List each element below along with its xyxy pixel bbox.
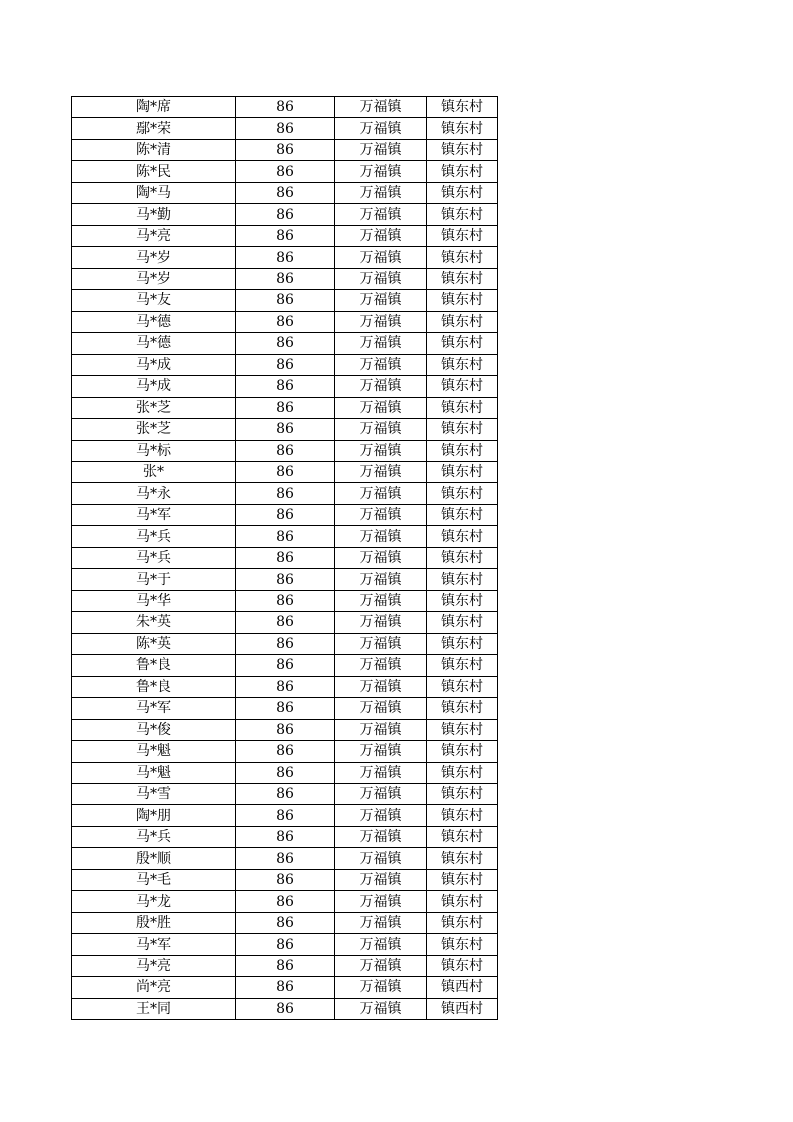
name-cell: 鲁*良 <box>72 676 236 697</box>
village-cell: 镇东村 <box>427 934 498 955</box>
town-cell: 万福镇 <box>335 955 427 976</box>
score-cell: 86 <box>236 419 335 440</box>
town-cell: 万福镇 <box>335 848 427 869</box>
village-cell: 镇东村 <box>427 268 498 289</box>
town-cell: 万福镇 <box>335 182 427 203</box>
village-cell: 镇东村 <box>427 397 498 418</box>
score-cell: 86 <box>236 290 335 311</box>
town-cell: 万福镇 <box>335 97 427 118</box>
table-row <box>72 440 498 461</box>
town-cell: 万福镇 <box>335 891 427 912</box>
table-row <box>72 354 498 375</box>
name-cell: 张*芝 <box>72 419 236 440</box>
name-cell: 马*德 <box>72 333 236 354</box>
table-row <box>72 504 498 525</box>
town-cell: 万福镇 <box>335 977 427 998</box>
name-cell: 马*华 <box>72 590 236 611</box>
village-cell: 镇东村 <box>427 376 498 397</box>
village-cell: 镇东村 <box>427 483 498 504</box>
score-cell: 86 <box>236 268 335 289</box>
table-row <box>72 483 498 504</box>
table-row <box>72 461 498 482</box>
town-cell: 万福镇 <box>335 376 427 397</box>
table-row <box>72 118 498 139</box>
name-cell: 殷*胜 <box>72 912 236 933</box>
table-row <box>72 848 498 869</box>
name-cell: 马*标 <box>72 440 236 461</box>
table-row <box>72 977 498 998</box>
town-cell: 万福镇 <box>335 676 427 697</box>
name-cell: 马*毛 <box>72 869 236 890</box>
town-cell: 万福镇 <box>335 354 427 375</box>
town-cell: 万福镇 <box>335 569 427 590</box>
table-row <box>72 912 498 933</box>
score-cell: 86 <box>236 612 335 633</box>
village-cell: 镇东村 <box>427 762 498 783</box>
table-row <box>72 333 498 354</box>
table-row <box>72 290 498 311</box>
town-cell: 万福镇 <box>335 397 427 418</box>
score-cell: 86 <box>236 955 335 976</box>
table-row <box>72 805 498 826</box>
town-cell: 万福镇 <box>335 419 427 440</box>
score-cell: 86 <box>236 247 335 268</box>
table-row <box>72 182 498 203</box>
table-row <box>72 998 498 1019</box>
town-cell: 万福镇 <box>335 268 427 289</box>
table-row <box>72 869 498 890</box>
score-cell: 86 <box>236 440 335 461</box>
table-row <box>72 612 498 633</box>
town-cell: 万福镇 <box>335 483 427 504</box>
town-cell: 万福镇 <box>335 784 427 805</box>
village-cell: 镇东村 <box>427 311 498 332</box>
village-cell: 镇东村 <box>427 655 498 676</box>
town-cell: 万福镇 <box>335 612 427 633</box>
town-cell: 万福镇 <box>335 204 427 225</box>
score-cell: 86 <box>236 397 335 418</box>
village-cell: 镇东村 <box>427 97 498 118</box>
name-cell: 马*魁 <box>72 741 236 762</box>
name-cell: 马*成 <box>72 354 236 375</box>
village-cell: 镇东村 <box>427 290 498 311</box>
table-row <box>72 891 498 912</box>
table-row <box>72 311 498 332</box>
name-cell: 马*雪 <box>72 784 236 805</box>
table-row <box>72 376 498 397</box>
table-row <box>72 633 498 654</box>
village-cell: 镇东村 <box>427 784 498 805</box>
village-cell: 镇东村 <box>427 741 498 762</box>
town-cell: 万福镇 <box>335 869 427 890</box>
score-cell: 86 <box>236 461 335 482</box>
town-cell: 万福镇 <box>335 139 427 160</box>
town-cell: 万福镇 <box>335 998 427 1019</box>
town-cell: 万福镇 <box>335 547 427 568</box>
table-row <box>72 826 498 847</box>
table-body <box>72 97 498 1020</box>
name-cell: 张* <box>72 461 236 482</box>
score-cell: 86 <box>236 762 335 783</box>
name-cell: 马*于 <box>72 569 236 590</box>
name-cell: 尚*亮 <box>72 977 236 998</box>
village-cell: 镇东村 <box>427 547 498 568</box>
name-cell: 马*龙 <box>72 891 236 912</box>
name-cell: 鲁*良 <box>72 655 236 676</box>
town-cell: 万福镇 <box>335 934 427 955</box>
town-cell: 万福镇 <box>335 826 427 847</box>
table-row <box>72 955 498 976</box>
name-cell: 王*同 <box>72 998 236 1019</box>
village-cell: 镇东村 <box>427 204 498 225</box>
name-cell: 马*亮 <box>72 955 236 976</box>
town-cell: 万福镇 <box>335 655 427 676</box>
table-row <box>72 655 498 676</box>
name-cell: 马*岁 <box>72 268 236 289</box>
village-cell: 镇东村 <box>427 526 498 547</box>
table-row <box>72 204 498 225</box>
score-cell: 86 <box>236 998 335 1019</box>
score-cell: 86 <box>236 376 335 397</box>
name-cell: 马*勤 <box>72 204 236 225</box>
table-row <box>72 569 498 590</box>
name-cell: 马*兵 <box>72 547 236 568</box>
name-cell: 马*亮 <box>72 225 236 246</box>
name-cell: 马*军 <box>72 934 236 955</box>
village-cell: 镇东村 <box>427 805 498 826</box>
score-cell: 86 <box>236 182 335 203</box>
name-cell: 陶*朋 <box>72 805 236 826</box>
table-row <box>72 397 498 418</box>
town-cell: 万福镇 <box>335 805 427 826</box>
village-cell: 镇东村 <box>427 225 498 246</box>
table-row <box>72 526 498 547</box>
name-cell: 陈*清 <box>72 139 236 160</box>
village-cell: 镇东村 <box>427 247 498 268</box>
name-cell: 陈*英 <box>72 633 236 654</box>
name-cell: 马*俊 <box>72 719 236 740</box>
name-cell: 张*芝 <box>72 397 236 418</box>
name-cell: 陶*马 <box>72 182 236 203</box>
town-cell: 万福镇 <box>335 741 427 762</box>
name-cell: 朱*英 <box>72 612 236 633</box>
town-cell: 万福镇 <box>335 247 427 268</box>
town-cell: 万福镇 <box>335 719 427 740</box>
town-cell: 万福镇 <box>335 225 427 246</box>
village-cell: 镇东村 <box>427 161 498 182</box>
town-cell: 万福镇 <box>335 590 427 611</box>
table-row <box>72 741 498 762</box>
town-cell: 万福镇 <box>335 333 427 354</box>
name-cell: 马*魁 <box>72 762 236 783</box>
village-cell: 镇东村 <box>427 676 498 697</box>
name-cell: 殷*顺 <box>72 848 236 869</box>
table-row <box>72 719 498 740</box>
table-row <box>72 698 498 719</box>
village-cell: 镇东村 <box>427 354 498 375</box>
town-cell: 万福镇 <box>335 912 427 933</box>
name-cell: 陶*席 <box>72 97 236 118</box>
score-cell: 86 <box>236 504 335 525</box>
score-cell: 86 <box>236 741 335 762</box>
village-cell: 镇东村 <box>427 826 498 847</box>
name-cell: 马*成 <box>72 376 236 397</box>
town-cell: 万福镇 <box>335 440 427 461</box>
town-cell: 万福镇 <box>335 290 427 311</box>
score-cell: 86 <box>236 912 335 933</box>
village-cell: 镇东村 <box>427 182 498 203</box>
village-cell: 镇东村 <box>427 461 498 482</box>
score-cell: 86 <box>236 826 335 847</box>
score-cell: 86 <box>236 354 335 375</box>
score-cell: 86 <box>236 311 335 332</box>
score-cell: 86 <box>236 977 335 998</box>
village-cell: 镇东村 <box>427 139 498 160</box>
town-cell: 万福镇 <box>335 633 427 654</box>
score-cell: 86 <box>236 934 335 955</box>
town-cell: 万福镇 <box>335 461 427 482</box>
score-cell: 86 <box>236 869 335 890</box>
score-cell: 86 <box>236 784 335 805</box>
score-cell: 86 <box>236 204 335 225</box>
table-row <box>72 934 498 955</box>
table-row <box>72 419 498 440</box>
town-cell: 万福镇 <box>335 118 427 139</box>
score-cell: 86 <box>236 569 335 590</box>
village-cell: 镇东村 <box>427 440 498 461</box>
village-cell: 镇东村 <box>427 891 498 912</box>
name-cell: 马*岁 <box>72 247 236 268</box>
table-row <box>72 784 498 805</box>
town-cell: 万福镇 <box>335 762 427 783</box>
village-cell: 镇东村 <box>427 419 498 440</box>
village-cell: 镇东村 <box>427 333 498 354</box>
name-cell: 陈*民 <box>72 161 236 182</box>
score-cell: 86 <box>236 333 335 354</box>
score-cell: 86 <box>236 547 335 568</box>
table-row <box>72 268 498 289</box>
name-cell: 鄢*荣 <box>72 118 236 139</box>
name-cell: 马*军 <box>72 698 236 719</box>
table-row <box>72 547 498 568</box>
table-row <box>72 590 498 611</box>
score-cell: 86 <box>236 118 335 139</box>
table-row <box>72 247 498 268</box>
score-cell: 86 <box>236 483 335 504</box>
score-cell: 86 <box>236 891 335 912</box>
score-cell: 86 <box>236 633 335 654</box>
village-cell: 镇西村 <box>427 977 498 998</box>
name-cell: 马*兵 <box>72 826 236 847</box>
town-cell: 万福镇 <box>335 504 427 525</box>
table-row <box>72 139 498 160</box>
village-cell: 镇东村 <box>427 719 498 740</box>
village-cell: 镇东村 <box>427 504 498 525</box>
village-cell: 镇东村 <box>427 869 498 890</box>
score-cell: 86 <box>236 698 335 719</box>
name-cell: 马*军 <box>72 504 236 525</box>
village-cell: 镇东村 <box>427 912 498 933</box>
town-cell: 万福镇 <box>335 161 427 182</box>
score-cell: 86 <box>236 161 335 182</box>
score-cell: 86 <box>236 139 335 160</box>
score-cell: 86 <box>236 97 335 118</box>
village-cell: 镇东村 <box>427 612 498 633</box>
score-cell: 86 <box>236 805 335 826</box>
village-cell: 镇东村 <box>427 848 498 869</box>
village-cell: 镇东村 <box>427 633 498 654</box>
score-cell: 86 <box>236 848 335 869</box>
table-row <box>72 762 498 783</box>
name-cell: 马*兵 <box>72 526 236 547</box>
name-cell: 马*永 <box>72 483 236 504</box>
table-row <box>72 97 498 118</box>
village-cell: 镇西村 <box>427 998 498 1019</box>
village-cell: 镇东村 <box>427 569 498 590</box>
score-cell: 86 <box>236 526 335 547</box>
score-cell: 86 <box>236 590 335 611</box>
table-row <box>72 676 498 697</box>
score-cell: 86 <box>236 676 335 697</box>
town-cell: 万福镇 <box>335 698 427 719</box>
village-cell: 镇东村 <box>427 698 498 719</box>
village-cell: 镇东村 <box>427 118 498 139</box>
data-table <box>71 96 498 1020</box>
town-cell: 万福镇 <box>335 526 427 547</box>
village-cell: 镇东村 <box>427 590 498 611</box>
score-cell: 86 <box>236 655 335 676</box>
score-cell: 86 <box>236 225 335 246</box>
table-row <box>72 161 498 182</box>
table-row <box>72 225 498 246</box>
name-cell: 马*友 <box>72 290 236 311</box>
score-cell: 86 <box>236 719 335 740</box>
town-cell: 万福镇 <box>335 311 427 332</box>
village-cell: 镇东村 <box>427 955 498 976</box>
name-cell: 马*德 <box>72 311 236 332</box>
